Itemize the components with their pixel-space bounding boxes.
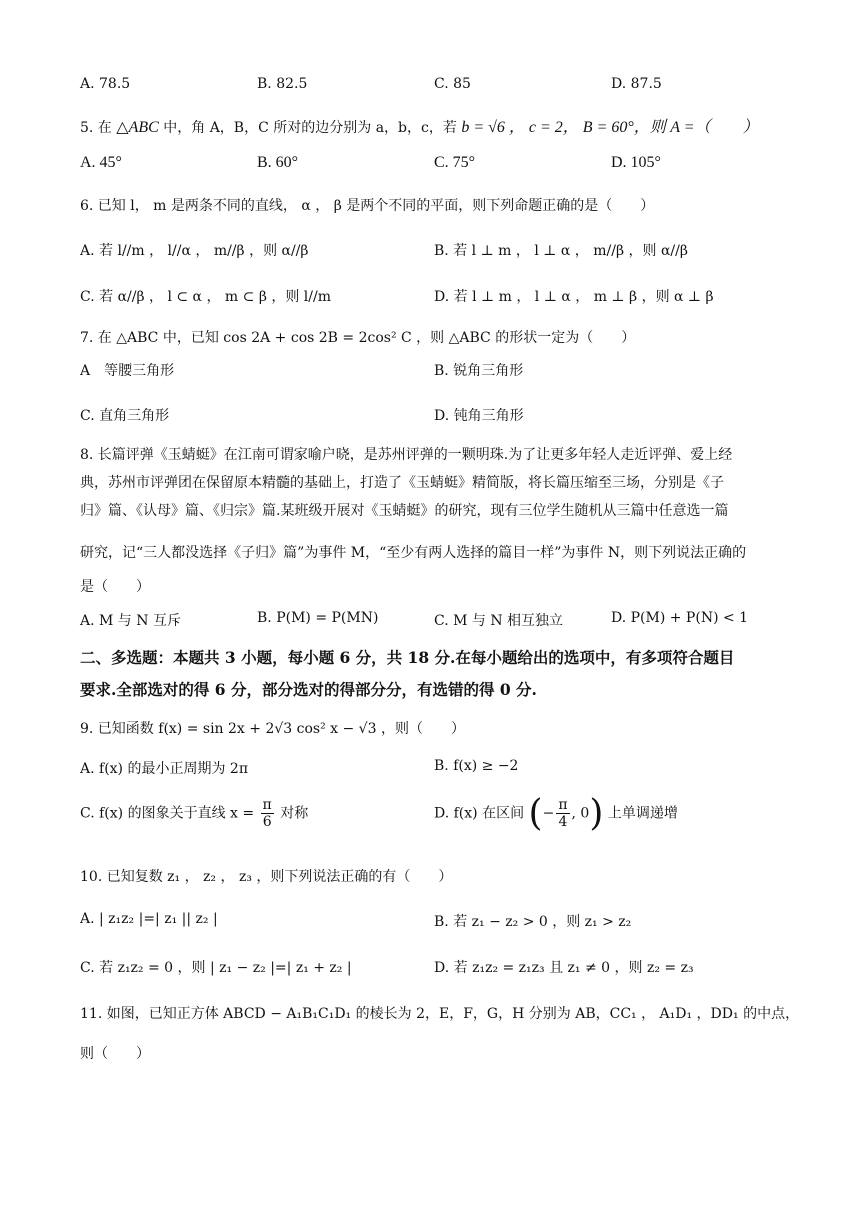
- q7-option-b: B. 锐角三角形: [434, 363, 524, 379]
- q9-option-d-suffix: 上单调递增: [607, 805, 678, 822]
- q8-option-d: D. P(M) + P(N) < 1: [611, 610, 749, 626]
- q9-option-c-suffix: 对称: [280, 805, 309, 822]
- q6-option-a: A. 若 l//m ， l//α ， m//β ，则 α//β: [80, 243, 309, 259]
- q9-option-d-right-paren: ): [589, 793, 604, 834]
- q9-option-d-left-paren: (: [528, 793, 543, 834]
- q8-line-2: 典，苏州市评弹团在保留原本精髓的基础上，打造了《玉蜻蜓》精简版，将长篇压缩至三场，分别是《子: [80, 475, 724, 491]
- q9-stem: 9. 已知函数 f(x) = sin 2x + 2√3 cos² x − √3 ，则（ ）: [80, 721, 465, 737]
- q4-option-b: B. 82.5: [257, 76, 308, 92]
- q9-option-c-fraction: [261, 797, 274, 830]
- q11-stem-line-1: 11. 如图，已知正方体 ABCD − A₁B₁C₁D₁ 的棱长为 2，E，F，G，H 分别为 AB，CC₁ ， A₁D₁ ，DD₁ 的中点，: [80, 1006, 800, 1022]
- q7-stem: 7. 在 △ABC 中，已知 cos 2A + cos 2B = 2cos² C ，则 △ABC 的形状一定为（ ）: [80, 330, 636, 346]
- q10-option-c: C. 若 z₁z₂ = 0 ，则 | z₁ − z₂ |=| z₁ + z₂ |: [80, 960, 352, 976]
- q9-option-d-numerator: π: [558, 796, 568, 813]
- q9-option-b: B. f(x) ≥ −2: [434, 758, 519, 774]
- q5-option-a: A. 45°: [80, 154, 122, 171]
- q5-number: 5. 在: [80, 120, 112, 136]
- q5-triangle: △ABC: [116, 119, 159, 136]
- q9-option-c-denominator: 6: [262, 814, 272, 831]
- q10-option-a: A. | z₁z₂ |=| z₁ || z₂ |: [80, 911, 218, 927]
- q6-option-b: B. 若 l ⊥ m ， l ⊥ α ， m//β ，则 α//β: [434, 243, 688, 259]
- q7-option-d: D. 钝角三角形: [434, 408, 524, 424]
- q8-line-3: 归》篇、《认母》篇、《归宗》篇.某班级开展对《玉蜻蜓》的研究，现有三位学生随机从三篇中任意选一篇: [80, 503, 729, 519]
- q8-line-4: 研究，记“三人都没选择《子归》篇”为事件 M，“至少有两人选择的篇目一样”为事件 N，则下列说法正确的: [80, 545, 747, 561]
- q7-option-c: C. 直角三角形: [80, 408, 170, 424]
- q4-option-a: A. 78.5: [80, 76, 131, 92]
- q9-option-d-prefix: D. f(x) 在区间: [434, 805, 525, 822]
- q9-option-a: A. f(x) 的最小正周期为 2π: [80, 761, 249, 777]
- section-2-heading-line-2: 要求.全部选对的得 6 分，部分选对的得部分分，有选错的得 0 分.: [80, 680, 537, 699]
- q8-line-5: 是（ ）: [80, 579, 150, 595]
- q9-option-c-prefix: C. f(x) 的图象关于直线 x =: [80, 805, 255, 822]
- q8-option-a: A. M 与 N 互斥: [80, 613, 181, 629]
- q5-ask: A =（ ）: [670, 119, 759, 136]
- q5-stem-text: 中，角 A，B，C 所对的边分别为 a，b，c，若: [163, 120, 457, 136]
- q5-conditions: b = √6 ， c = 2， B = 60°，则: [461, 119, 666, 136]
- q9-option-d: D. f(x) 在区间 (− $\frac{\pi}{4}$ , 0) 上单调递增: [434, 793, 678, 834]
- q6-option-c: C. 若 α//β ， l ⊂ α ， m ⊂ β ，则 l//m: [80, 289, 331, 305]
- q10-option-d: D. 若 z₁z₂ = z₁z₃ 且 z₁ ≠ 0 ，则 z₂ = z₃: [434, 960, 694, 976]
- q8-option-b: B. P(M) = P(MN): [257, 610, 379, 626]
- q9-option-d-denominator: 4: [558, 814, 568, 830]
- q4-option-c: C. 85: [434, 76, 471, 92]
- q5-option-d: D. 105°: [611, 154, 661, 171]
- q8-line-1: 8. 长篇评弹《玉蜻蜓》在江南可谓家喻户晓，是苏州评弹的一颗明珠.为了让更多年轻人走近评弹、爱上经: [80, 447, 733, 463]
- section-2-heading-line-1: 二、多选题：本题共 3 小题，每小题 6 分，共 18 分.在每小题给出的选项中，有多项符合题目: [80, 648, 735, 667]
- q4-option-d: D. 87.5: [611, 76, 662, 92]
- q10-stem: 10. 已知复数 z₁ ， z₂ ， z₃ ，则下列说法正确的有（ ）: [80, 869, 453, 885]
- q9-option-d-fraction: [556, 797, 569, 830]
- q9-option-c: [80, 797, 308, 830]
- q5-option-c: C. 75°: [434, 154, 476, 171]
- q5-option-b: B. 60°: [257, 154, 299, 171]
- q10-option-b: B. 若 z₁ − z₂ > 0 ，则 z₁ > z₂: [434, 914, 632, 930]
- q6-option-d: D. 若 l ⊥ m ， l ⊥ α ， m ⊥ β ，则 α ⊥ β: [434, 289, 714, 305]
- q11-stem-line-2: 则（ ）: [80, 1046, 150, 1062]
- q8-option-c: C. M 与 N 相互独立: [434, 613, 564, 629]
- q9-option-c-numerator: π: [262, 797, 272, 813]
- q7-option-a: A 等腰三角形: [80, 363, 175, 379]
- q6-stem: 6. 已知 l， m 是两条不同的直线， α ， β 是两个不同的平面，则下列命题正确的是（ ）: [80, 198, 655, 214]
- q5-stem: [80, 114, 759, 137]
